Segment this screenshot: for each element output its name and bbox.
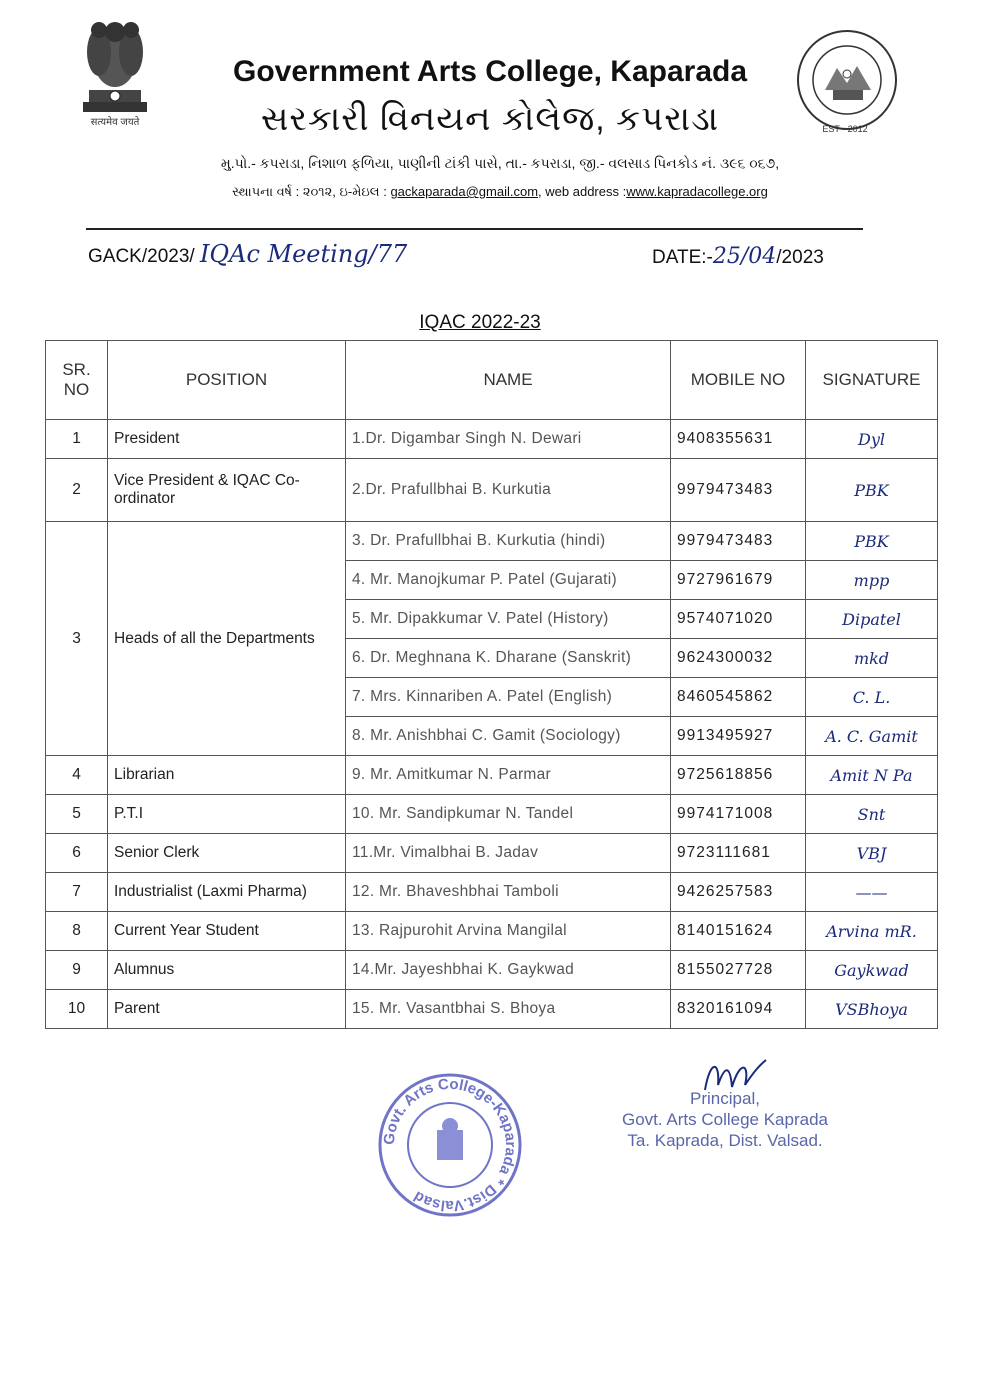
- web-prefix: , web address :: [538, 184, 627, 199]
- row-sr: 8: [46, 912, 108, 951]
- row-signature: Snt: [806, 795, 938, 834]
- table-row: [46, 795, 938, 834]
- row-name: 4. Mr. Manojkumar P. Patel (Gujarati): [346, 561, 671, 600]
- row-name: 14.Mr. Jayeshbhai K. Gaykwad: [346, 951, 671, 990]
- row-name: 6. Dr. Meghnana K. Dharane (Sanskrit): [346, 639, 671, 678]
- table-row: [46, 756, 938, 795]
- row-signature: ——: [806, 873, 938, 912]
- row-mobile: 9974171008: [671, 795, 806, 834]
- row-position: Industrialist (Laxmi Pharma): [108, 873, 346, 912]
- row-sr: 5: [46, 795, 108, 834]
- row-position: Alumnus: [108, 951, 346, 990]
- row-name: 8. Mr. Anishbhai C. Gamit (Sociology): [346, 717, 671, 756]
- row-mobile: 8155027728: [671, 951, 806, 990]
- established-line: [140, 184, 860, 200]
- row-name: 5. Mr. Dipakkumar V. Patel (History): [346, 600, 671, 639]
- row-sr: 6: [46, 834, 108, 873]
- row-position: Senior Clerk: [108, 834, 346, 873]
- established-prefix: સ્થાપના વર્ષ : ૨૦૧૨, ઇ-મેઇલ :: [232, 184, 391, 199]
- row-sr: 7: [46, 873, 108, 912]
- row-position: Heads of all the Departments: [108, 522, 346, 756]
- emblem-motto: सत्यमेव जयते: [90, 117, 140, 128]
- stamp-text: Govt. Arts College-Kaparada * Dist.Valsad: [380, 1075, 520, 1215]
- table-row: [46, 912, 938, 951]
- row-name: 15. Mr. Vasantbhai S. Bhoya: [346, 990, 671, 1029]
- row-sr: 10: [46, 990, 108, 1029]
- row-mobile: 9725618856: [671, 756, 806, 795]
- table-row: [46, 420, 938, 459]
- table-caption: IQAC 2022-23: [419, 312, 541, 333]
- row-signature: PBK: [806, 522, 938, 561]
- header-name: NAME: [346, 341, 671, 420]
- website-link[interactable]: www.kapradacollege.org: [626, 184, 768, 199]
- row-name: 11.Mr. Vimalbhai B. Jadav: [346, 834, 671, 873]
- date-label: DATE:-: [652, 247, 713, 268]
- row-mobile: 9624300032: [671, 639, 806, 678]
- header-divider: [86, 228, 863, 230]
- header-position: POSITION: [108, 341, 346, 420]
- row-name: 9. Mr. Amitkumar N. Parmar: [346, 756, 671, 795]
- table-row: [46, 522, 938, 561]
- row-sr: 9: [46, 951, 108, 990]
- college-title-english: Government Arts College, Kaparada: [232, 55, 748, 88]
- row-signature: VSBhoya: [806, 990, 938, 1029]
- row-sr: 4: [46, 756, 108, 795]
- row-position: Vice President & IQAC Co-ordinator: [108, 459, 346, 522]
- row-name: 3. Dr. Prafullbhai B. Kurkutia (hindi): [346, 522, 671, 561]
- row-position: P.T.I: [108, 795, 346, 834]
- header-sr-no: SR. NO: [46, 341, 108, 420]
- row-name: 10. Mr. Sandipkumar N. Tandel: [346, 795, 671, 834]
- date-year: /2023: [776, 247, 824, 268]
- row-position: President: [108, 420, 346, 459]
- row-position: Current Year Student: [108, 912, 346, 951]
- row-signature: C. L.: [806, 678, 938, 717]
- row-mobile: 9574071020: [671, 600, 806, 639]
- document-date: [652, 244, 824, 269]
- row-position: Parent: [108, 990, 346, 1029]
- row-mobile: 9727961679: [671, 561, 806, 600]
- row-mobile: 8460545862: [671, 678, 806, 717]
- principal-line-1: Principal,: [690, 1089, 760, 1108]
- row-name: 13. Rajpurohit Arvina Mangilal: [346, 912, 671, 951]
- row-name: 12. Mr. Bhaveshbhai Tamboli: [346, 873, 671, 912]
- row-signature: Gaykwad: [806, 951, 938, 990]
- row-mobile: 9979473483: [671, 522, 806, 561]
- table-row: [46, 834, 938, 873]
- table-row: [46, 873, 938, 912]
- row-mobile: 8140151624: [671, 912, 806, 951]
- table-row: [46, 459, 938, 522]
- row-sr: 1: [46, 420, 108, 459]
- row-mobile: 9913495927: [671, 717, 806, 756]
- college-address: મુ.પો.- કપરાડા, નિશાળ ફળિયા, પાણીની ટાંકી પાસે, તા.- કપરાડા, જી.- વલસાડ પિનકોડ નં. ૩૯૬ ૦૬૭,: [220, 155, 780, 171]
- row-mobile: 9723111681: [671, 834, 806, 873]
- row-signature: Amit N Pa: [806, 756, 938, 795]
- college-stamp: [375, 1070, 525, 1220]
- principal-stamp: [600, 1088, 850, 1151]
- reference-number: [88, 240, 407, 268]
- row-signature: PBK: [806, 459, 938, 522]
- reference-prefix: GACK/2023/: [88, 246, 195, 267]
- header-mobile-no: MOBILE NO: [671, 341, 806, 420]
- row-sr: 2: [46, 459, 108, 522]
- row-name: 2.Dr. Prafullbhai B. Kurkutia: [346, 459, 671, 522]
- date-handwritten: 25/04: [712, 244, 777, 269]
- table-header-row: [46, 341, 938, 420]
- row-signature: Dyl: [806, 420, 938, 459]
- row-mobile: 9408355631: [671, 420, 806, 459]
- email-link[interactable]: gackaparada@gmail.com: [390, 184, 539, 199]
- row-signature: Dipatel: [806, 600, 938, 639]
- row-name: 1.Dr. Digambar Singh N. Dewari: [346, 420, 671, 459]
- row-signature: mpp: [806, 561, 938, 600]
- table-row: [46, 990, 938, 1029]
- state-emblem-icon: [75, 12, 155, 130]
- college-title-gujarati: સરકારી વિનયન કોલેજ, કપરાડા: [260, 100, 720, 138]
- principal-line-2: Govt. Arts College Kaprada: [621, 1110, 828, 1129]
- row-sr: 3: [46, 522, 108, 756]
- principal-line-3: Ta. Kaprada, Dist. Valsad.: [627, 1131, 823, 1150]
- row-position: Librarian: [108, 756, 346, 795]
- table-row: [46, 951, 938, 990]
- row-signature: VBJ: [806, 834, 938, 873]
- row-name: 7. Mrs. Kinnariben A. Patel (English): [346, 678, 671, 717]
- header-signature: SIGNATURE: [806, 341, 938, 420]
- row-signature: A. C. Gamit: [806, 717, 938, 756]
- row-mobile: 8320161094: [671, 990, 806, 1029]
- row-mobile: 9426257583: [671, 873, 806, 912]
- row-mobile: 9979473483: [671, 459, 806, 522]
- row-signature: mkd: [806, 639, 938, 678]
- reference-handwritten: IQAc Meeting/77: [199, 240, 408, 268]
- seal-est-year: EST - 2012: [822, 124, 868, 134]
- iqac-members-table: [45, 340, 938, 1029]
- row-signature: Arvina mR.: [806, 912, 938, 951]
